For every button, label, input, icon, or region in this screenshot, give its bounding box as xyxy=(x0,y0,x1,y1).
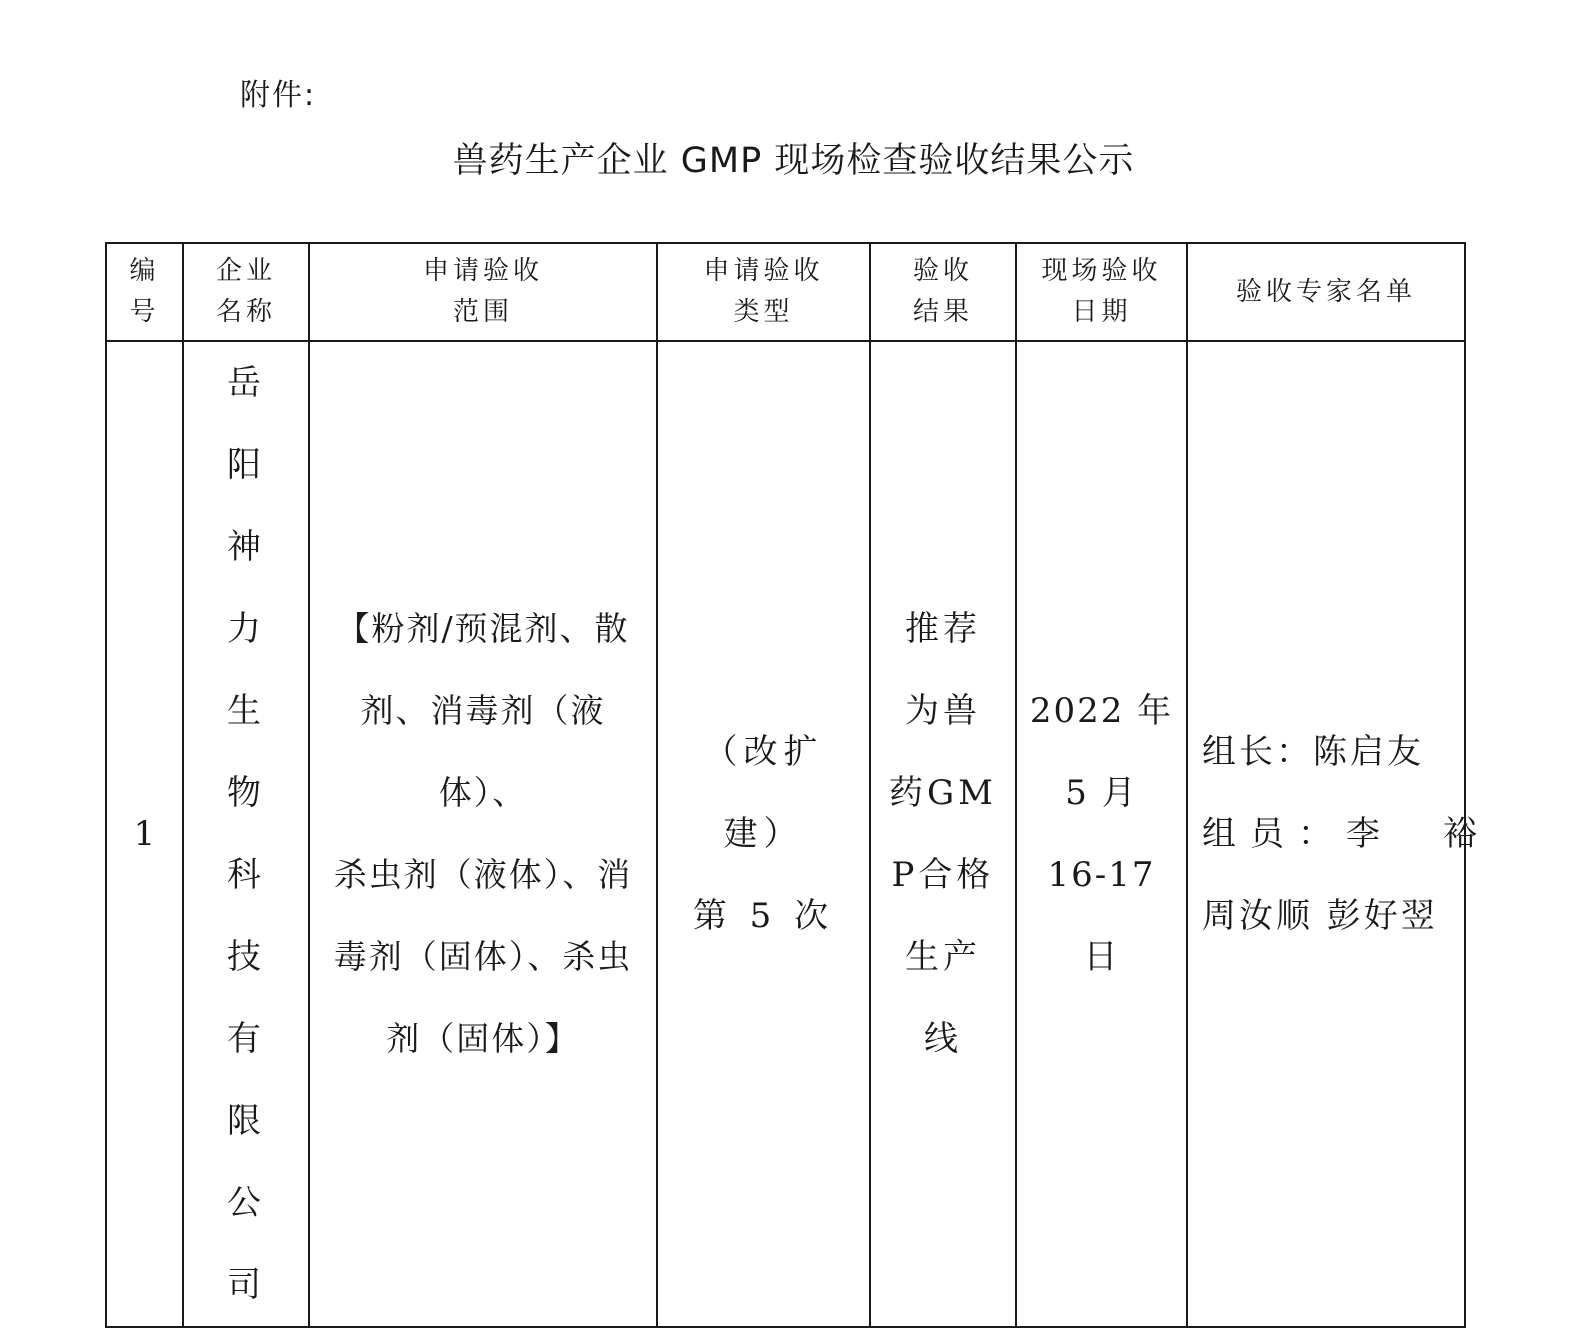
header-type: 申请验收 类型 xyxy=(657,243,870,341)
expert-leader: 组长：陈启友 xyxy=(1202,732,1424,772)
expert-members-line2: 周汝顺 彭好翌 xyxy=(1202,896,1438,936)
header-experts: 验收专家名单 xyxy=(1187,243,1465,341)
table-header-row xyxy=(106,243,1465,341)
result-table xyxy=(105,242,1480,1328)
header-number: 编 号 xyxy=(106,243,183,341)
expert-members-line1: 组员：李 裕 xyxy=(1202,814,1480,854)
header-result: 验收 结果 xyxy=(870,243,1016,341)
cell-number: 1 xyxy=(106,341,183,1327)
cell-application-type: （改扩 建） 第 5 次 xyxy=(657,341,870,1327)
cell-company-name: 岳阳神力生物科技有限公司 xyxy=(183,341,309,1327)
cell-expert-list xyxy=(1187,341,1480,1327)
cell-scope: 【粉剂/预混剂、散 剂、消毒剂（液体）、 杀虫剂（液体）、消 毒剂（固体）、杀虫 剂（固体）】 xyxy=(309,341,657,1327)
cell-result: 推荐为兽药GMP合格生产线 xyxy=(870,341,1016,1327)
header-scope: 申请验收 范围 xyxy=(309,243,657,341)
attachment-label: 附件: xyxy=(240,78,317,113)
header-company: 企业 名称 xyxy=(183,243,309,341)
table-row xyxy=(106,341,1465,1327)
header-date: 现场验收 日期 xyxy=(1016,243,1187,341)
cell-inspection-date: 2022 年 5 月 16-17 日 xyxy=(1016,341,1187,1327)
document-title: 兽药生产企业 GMP 现场检查验收结果公示 xyxy=(452,141,1135,181)
